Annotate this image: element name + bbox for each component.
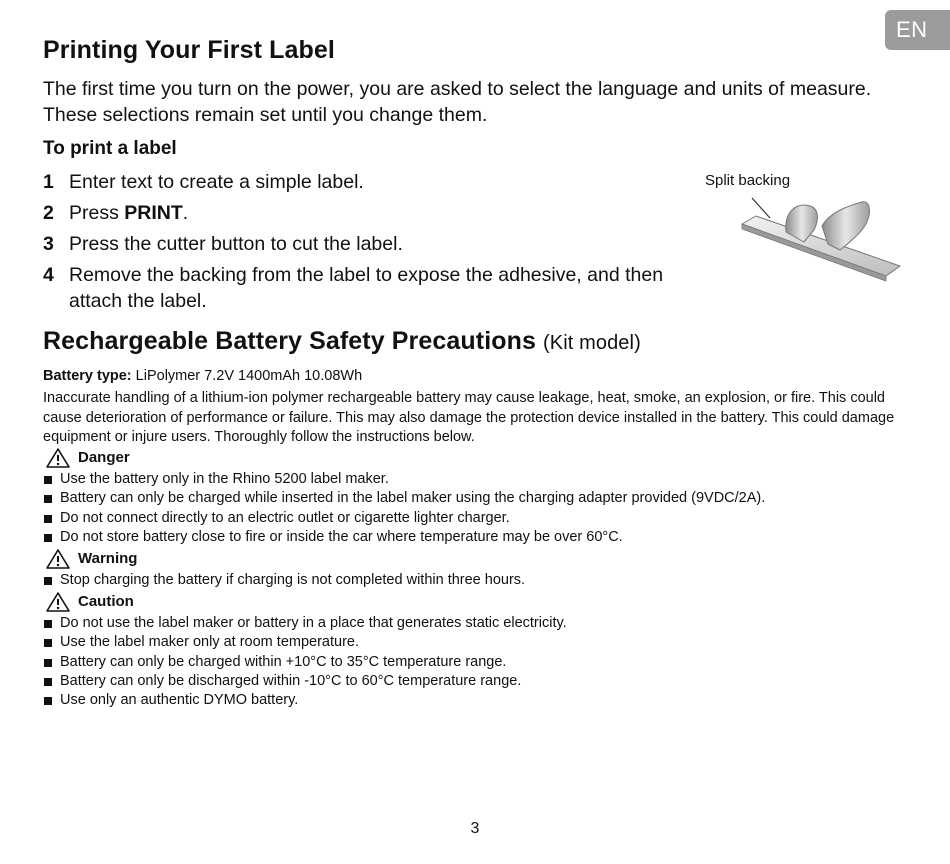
danger-label: Danger: [78, 449, 130, 466]
list-item: [43, 653, 567, 672]
battery-type-label: Battery type:: [43, 368, 132, 384]
step-item: [43, 231, 683, 257]
step-number: 4: [43, 264, 54, 286]
list-item-text: Do not connect directly to an electric outlet or cigarette lighter charger.: [60, 509, 510, 526]
bullet-square-icon: [44, 678, 52, 686]
step-text: Remove the backing from the label to expose the adhesive, and then attach the label.: [69, 264, 664, 312]
bullet-square-icon: [44, 577, 52, 585]
warning-label: Warning: [78, 550, 138, 567]
bullet-square-icon: [44, 697, 52, 705]
battery-intro-paragraph: Inaccurate handling of a lithium-ion polymer rechargeable battery may cause leakage, heat, smoke, an explosion, or fire. This could cause deterioration of performance or failure. This may also damage the protection device installed in the battery. This could damage equipment or injure users. Thoroughly follow the instructions below.: [43, 390, 895, 445]
section-title-battery: [43, 327, 641, 356]
list-item: [43, 470, 765, 489]
intro-paragraph: The first time you turn on the power, you are asked to select the language and units of measure. These selections remain set until you change them.: [43, 78, 872, 126]
list-item-text: Use the label maker only at room temperature.: [60, 634, 359, 651]
bullet-square-icon: [44, 515, 52, 523]
step-number: 3: [43, 233, 54, 255]
battery-type-line: [43, 367, 362, 387]
list-item: [43, 528, 765, 547]
warning-triangle-icon: [45, 591, 71, 613]
bullet-square-icon: [44, 659, 52, 667]
list-item-text: Use the battery only in the Rhino 5200 label maker.: [60, 471, 389, 487]
page-number: 3: [470, 820, 480, 837]
bullet-square-icon: [44, 639, 52, 647]
list-item-text: Use only an authentic DYMO battery.: [60, 692, 299, 709]
figure-caption: Split backing: [705, 172, 791, 189]
step-text: Enter text to create a simple label.: [69, 171, 364, 193]
step-item: [43, 262, 683, 314]
list-item: [43, 489, 765, 508]
warning-triangle-icon: [45, 548, 71, 570]
split-backing-illustration: [700, 172, 910, 292]
list-item: [43, 509, 765, 528]
caution-label: Caution: [78, 593, 134, 610]
subheading-to-print: To print a label: [43, 138, 177, 159]
list-item-text: Battery can only be discharged within -10°C to 60°C temperature range.: [60, 672, 522, 689]
list-item-text: Battery can only be charged within +10°C to 35°C temperature range.: [60, 653, 507, 670]
battery-type-value: LiPolymer 7.2V 1400mAh 10.08Wh: [135, 368, 363, 384]
step-number: 2: [43, 202, 54, 224]
step-item: [43, 200, 683, 226]
danger-list: [43, 470, 765, 547]
print-key-label: PRINT: [124, 202, 183, 224]
bullet-square-icon: [44, 495, 52, 503]
list-item-text: Stop charging the battery if charging is not completed within three hours.: [60, 572, 526, 588]
step-number: 1: [43, 171, 54, 193]
list-item: [43, 571, 525, 590]
battery-title-suffix: (Kit model): [543, 332, 641, 354]
bullet-square-icon: [44, 476, 52, 484]
language-tab: EN: [885, 10, 950, 50]
section-title-printing: Printing Your First Label: [43, 36, 335, 64]
caution-list: [43, 614, 567, 710]
step-text-pre: Press: [69, 202, 125, 224]
list-item-text: Do not use the label maker or battery in a place that generates static electricity.: [60, 615, 567, 631]
step-item: [43, 169, 683, 195]
list-item-text: Do not store battery close to fire or inside the car where temperature may be over 60°C.: [60, 528, 623, 545]
list-item: [43, 614, 567, 633]
list-item-text: Battery can only be charged while inserted in the label maker using the charging adapter provided (9VDC/2A).: [60, 490, 766, 507]
bullet-square-icon: [44, 620, 52, 628]
list-item: [43, 672, 567, 691]
list-item: [43, 633, 567, 652]
bullet-square-icon: [44, 534, 52, 542]
step-text-post: .: [182, 202, 189, 224]
battery-title-main: Rechargeable Battery Safety Precautions: [43, 327, 536, 355]
step-text: Press the cutter button to cut the label.: [69, 233, 403, 255]
warning-triangle-icon: [45, 447, 71, 469]
list-item: [43, 691, 567, 710]
split-backing-figure: [700, 172, 910, 292]
steps-list: [43, 169, 683, 319]
warning-list: [43, 571, 525, 590]
